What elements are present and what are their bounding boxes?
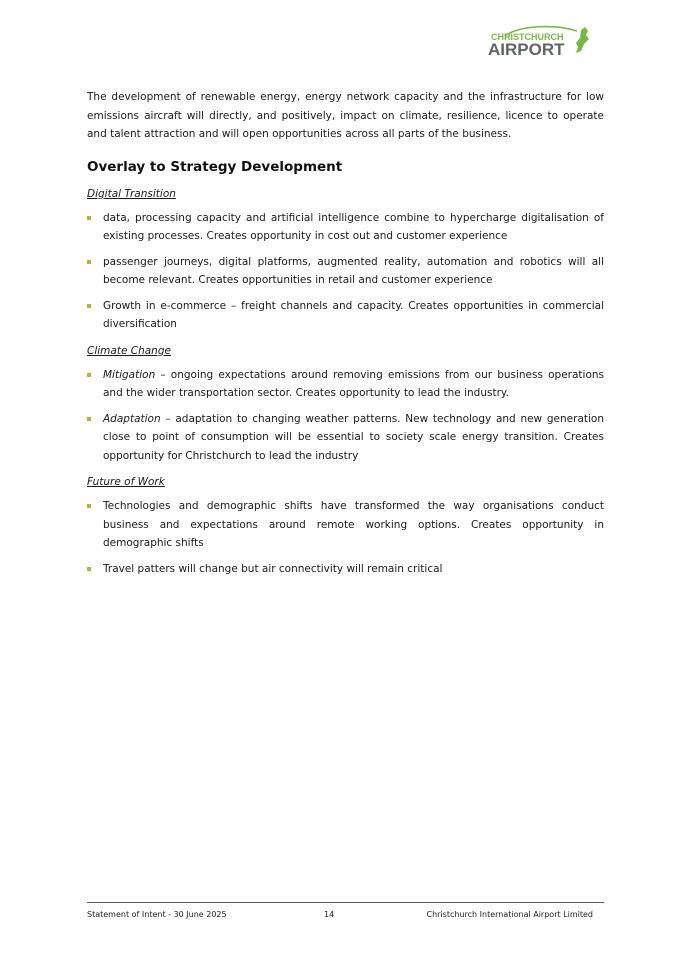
list-item-text: Growth in e-commerce – freight channels and capacity. Creates opportunities in commercial diversification xyxy=(103,299,604,330)
square-bullet-icon xyxy=(87,216,91,220)
list-item-lead: Adaptation xyxy=(103,412,161,425)
footer-divider xyxy=(87,902,604,903)
bullet-list xyxy=(87,497,604,578)
footer-page-number: 14 xyxy=(324,910,335,919)
footer-document-title: Statement of Intent - 30 June 2025 xyxy=(87,910,227,919)
section-digital-transition xyxy=(87,187,604,334)
page-content xyxy=(87,88,604,588)
section-future-of-work xyxy=(87,475,604,578)
square-bullet-icon xyxy=(87,260,91,264)
list-item xyxy=(87,253,604,290)
bullet-list xyxy=(87,366,604,466)
subsection-title: Future of Work xyxy=(87,476,165,488)
list-item-text: Technologies and demographic shifts have transformed the way organisations conduct business and expectations around remote working options. Creates opportunity in demographic shifts xyxy=(103,500,604,549)
subsection-title: Climate Change xyxy=(87,344,171,357)
list-item xyxy=(87,410,604,466)
list-item xyxy=(87,560,604,579)
list-item-lead: Mitigation xyxy=(103,368,156,381)
list-item-text: – ongoing expectations around removing emissions from our business operations and the wider transportation sector. Creates opportunity to lead the industry. xyxy=(103,368,604,399)
airport-logo-graphic xyxy=(485,24,597,60)
nz-map-icon xyxy=(576,27,589,53)
bullet-list xyxy=(87,209,604,334)
christchurch-airport-logo xyxy=(485,24,597,60)
intro-paragraph: The development of renewable energy, energy network capacity and the infrastructure for low emissions aircraft will directly, and positively, impact on climate, resilience, licence to operate and talent attraction and will open opportunities across all parts of the business. xyxy=(87,91,604,140)
square-bullet-icon xyxy=(87,567,91,571)
subsection-title: Digital Transition xyxy=(87,187,176,200)
logo-line2: AIRPORT xyxy=(488,40,565,59)
square-bullet-icon xyxy=(87,304,91,308)
logo-line1: CHRISTCHURCH xyxy=(491,32,564,42)
list-item xyxy=(87,209,604,246)
list-item xyxy=(87,366,604,403)
list-item-text: passenger journeys, digital platforms, augmented reality, automation and robotics will all become relevant. Creates opportunities in retail and customer experience xyxy=(103,255,604,286)
square-bullet-icon xyxy=(87,504,91,508)
list-item xyxy=(87,297,604,334)
list-item-text: – adaptation to changing weather patterns. New technology and new generation close to point of consumption will be essential to society scale energy transition. Creates opportunity for Christchurch to lead the industry xyxy=(103,412,604,462)
square-bullet-icon xyxy=(87,417,91,421)
square-bullet-icon xyxy=(87,373,91,377)
list-item xyxy=(87,497,604,553)
section-heading: Overlay to Strategy Development xyxy=(87,158,343,175)
footer-company-name: Christchurch International Airport Limited xyxy=(426,910,593,919)
list-item-text: data, processing capacity and artificial intelligence combine to hypercharge digitalisation of existing processes. Creates opportunity in cost out and customer experience xyxy=(103,211,604,242)
section-climate-change xyxy=(87,344,604,466)
list-item-text: Travel patters will change but air connectivity will remain critical xyxy=(103,562,443,575)
